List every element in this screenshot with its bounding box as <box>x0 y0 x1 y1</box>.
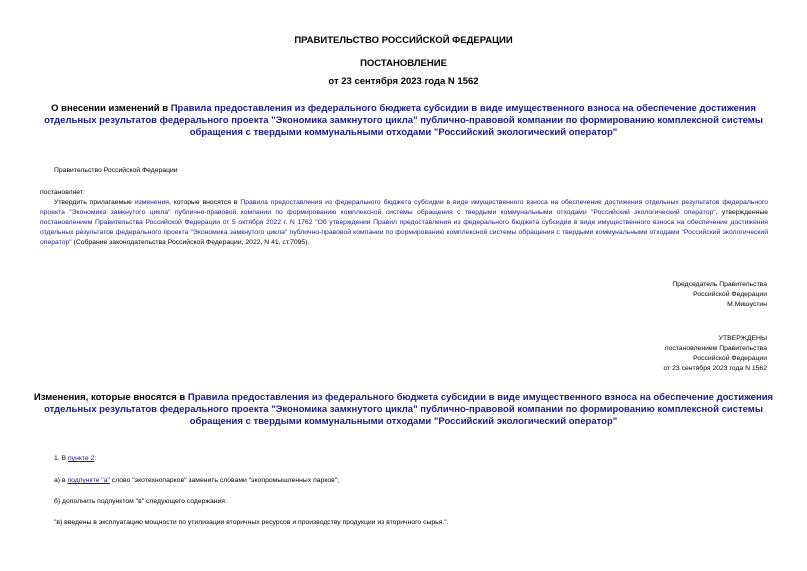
changes-title <box>30 392 777 428</box>
decision-paragraph <box>40 198 768 248</box>
p1-text-a: Утвердить прилагаемые <box>54 199 135 206</box>
title-prefix: О внесении изменений в <box>51 103 171 114</box>
changes-link[interactable]: изменения <box>134 199 169 206</box>
signature-block <box>567 280 767 310</box>
signature-line-3: М.Мишустин <box>727 301 767 308</box>
subpoint-a-link[interactable]: подпункте "а" <box>67 477 110 484</box>
document-title <box>30 103 777 139</box>
signature-line-2: Российской Федерации <box>693 291 767 298</box>
signature-line-1: Председатель Правительства <box>672 281 767 288</box>
item-1 <box>54 454 96 464</box>
resolution-link[interactable]: постановлением Правительства Российской Федерации от 5 октября 2022 г. N 1762 "Об утверждении Правил предоставления из федерального бюджета субсидии в виде имущественного взноса на обеспечение достижения отдельных результатов федерального проекта "Экономика замкнутого цикла" публично-правовой компании по формированию комплексной системы обращения с твердыми коммунальными отходами "Российский экологический оператор" <box>40 219 768 246</box>
approved-line-1: УТВЕРЖДЕНЫ <box>718 335 767 342</box>
decides-label: постановляет: <box>40 189 85 196</box>
title-rules-link[interactable]: Правила предоставления из федерального бюджета субсидии в виде имущественного взноса на обеспечение достижения отдельных результатов федерального проекта "Экономика замкнутого цикла" публично-правовой компании по формированию комплексной системы обращения с твердыми коммунальными отходами "Российский экологический оператор" <box>44 103 763 138</box>
point-2-link[interactable]: пункте 2 <box>67 455 95 462</box>
government-label: Правительство Российской Федерации <box>54 167 178 174</box>
item-1-text-a: 1. В <box>54 455 68 462</box>
rules-link[interactable]: Правила предоставления из федерального бюджета субсидии в виде имущественного взноса на обеспечение достижения отдельных результатов федерального проекта "Экономика замкнутого цикла" публично-правовой компании по формированию комплексной системы обращения с твердыми коммунальными отходами "Российский экологический оператор" <box>40 199 768 216</box>
item-4: "в) введены в эксплуатацию мощности по утилизации вторичных ресурсов и производству продукции из вторичного сырья.". <box>54 519 449 526</box>
item-2-text-b: слово "экотехнопарков" заменить словами "экопромышленных парков"; <box>109 477 340 484</box>
changes-title-rules-link[interactable]: Правила предоставления из федерального бюджета субсидии в виде имущественного взноса на обеспечение достижения отдельных результатов федерального проекта "Экономика замкнутого цикла" публично-правовой компании по формированию комплексной системы обращения с твердыми коммунальными отходами "Российский экологический оператор" <box>44 392 774 427</box>
item-2-text-a: а) в <box>54 477 68 484</box>
document-type-heading: ПОСТАНОВЛЕНИЕ <box>360 58 447 69</box>
p1-text-d: (Собрание законодательства Российской Федерации, 2022, N 41, ст.7095). <box>71 239 310 246</box>
approved-block <box>567 334 767 374</box>
p1-text-b: , которые вносятся в <box>168 199 241 206</box>
government-heading: ПРАВИТЕЛЬСТВО РОССИЙСКОЙ ФЕДЕРАЦИИ <box>294 35 513 46</box>
changes-title-prefix: Изменения, которые вносятся в <box>33 392 188 403</box>
document-date-number: от 23 сентября 2023 года N 1562 <box>328 76 479 87</box>
p1-text-c: , утвержденные <box>715 209 768 216</box>
approved-line-2: постановлением Правительства <box>664 345 767 352</box>
item-2 <box>54 476 339 486</box>
approved-line-3: Российской Федерации <box>693 355 767 362</box>
approved-line-4: от 23 сентября 2023 года N 1562 <box>663 365 767 372</box>
item-1-text-b: : <box>94 455 97 462</box>
item-3: б) дополнить подпунктом "в" следующего содержания: <box>54 498 227 505</box>
